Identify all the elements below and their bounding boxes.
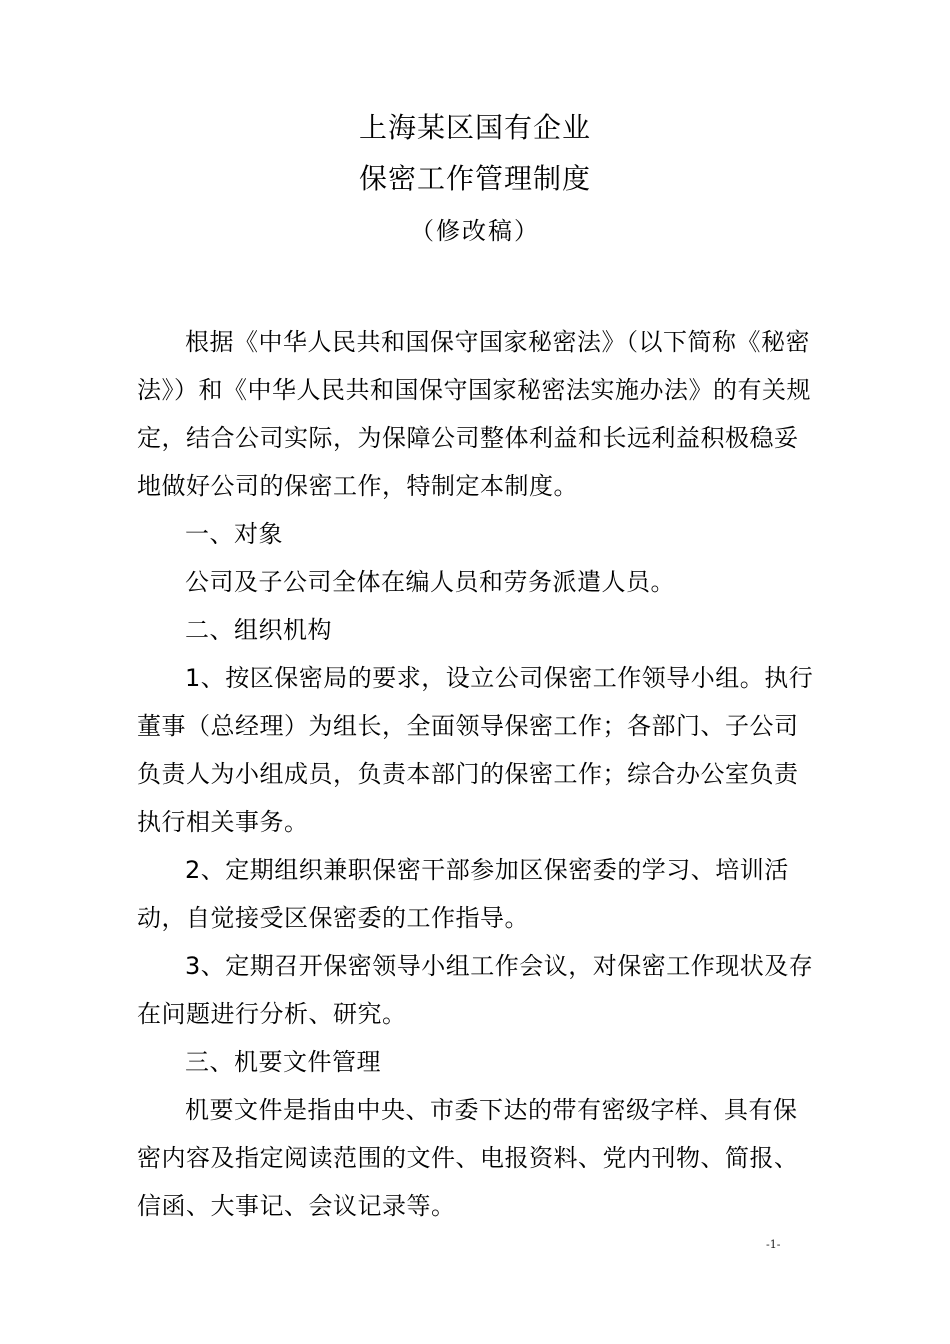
document-title-line-1: 上海某区国有企业 <box>358 111 591 144</box>
paragraph-confidential-docs: 机要文件是指由中央、市委下达的带有密级字样、具有保密内容及指定阅读范围的文件、电报资料、党内刊物、简报、信函、大事记、会议记录等。 <box>137 1096 799 1220</box>
paragraph-org-item-1: 1、按区保密局的要求，设立公司保密工作领导小组。执行董事（总经理）为组长，全面领导保密工作；各部门、子公司负责人为小组成员，负责本部门的保密工作；综合办公室负责执行相关事务。 <box>137 664 814 836</box>
paragraph-preamble: 根据《中华人民共和国保守国家秘密法》（以下简称《秘密法》）和《中华人民共和国保守国家秘密法实施办法》的有关规定，结合公司实际，为保障公司整体利益和长远利益积极稳妥地做好公司的保密工作，特制定本制度。 <box>137 328 811 500</box>
paragraph-org-item-3: 3、定期召开保密领导小组工作会议，对保密工作现状及存在问题进行分析、研究。 <box>137 952 814 1028</box>
page-number: -1- <box>766 1238 781 1251</box>
paragraph-org-item-2: 2、定期组织兼职保密干部参加区保密委的学习、培训活动，自觉接受区保密委的工作指导。 <box>137 856 789 932</box>
document-subtitle: （修改稿） <box>410 217 540 245</box>
section-heading-2: 二、组织机构 <box>185 616 332 644</box>
section-heading-1: 一、对象 <box>185 520 283 548</box>
paragraph-scope: 公司及子公司全体在编人员和劳务派遣人员。 <box>185 568 675 596</box>
document-body <box>137 318 817 1230</box>
section-heading-3: 三、机要文件管理 <box>185 1048 381 1076</box>
document-title-line-2: 保密工作管理制度 <box>358 162 591 195</box>
